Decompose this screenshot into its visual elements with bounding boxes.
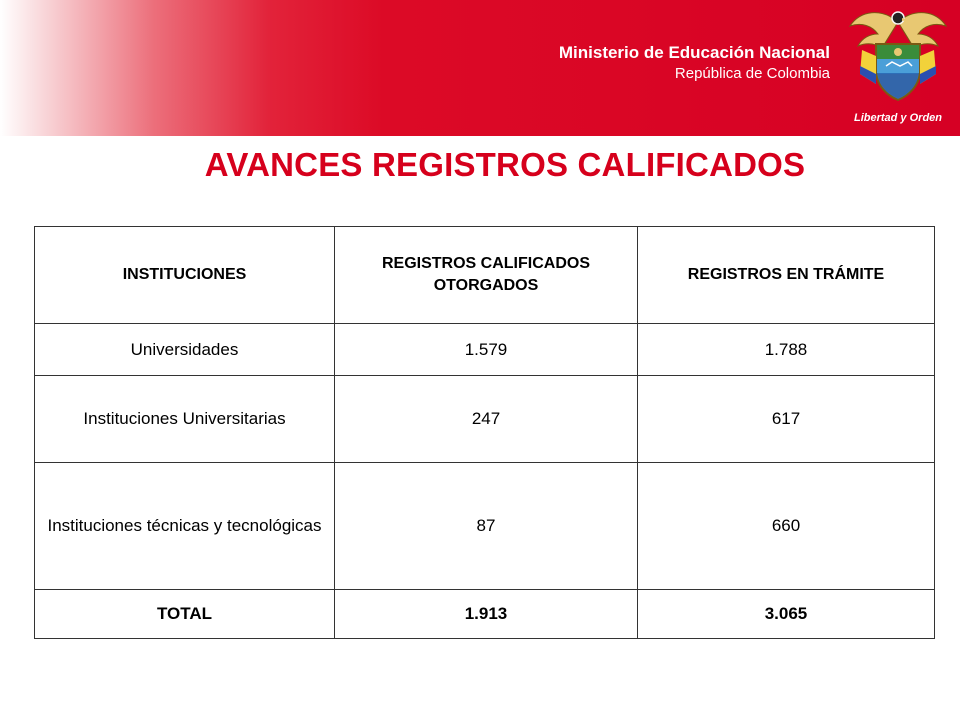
table-row: [35, 376, 935, 463]
country-name: República de Colombia: [674, 65, 830, 82]
column-header-otorgados: REGISTROS CALIFICADOS OTORGADOS: [335, 227, 638, 324]
coat-of-arms-icon: [842, 4, 954, 104]
table-total-row: [35, 590, 935, 639]
column-header-instituciones: INSTITUCIONES: [35, 227, 335, 324]
column-header-tramite: REGISTROS EN TRÁMITE: [638, 227, 935, 324]
page-title: AVANCES REGISTROS CALIFICADOS: [204, 146, 806, 183]
total-tramite: 3.065: [638, 590, 935, 639]
coat-of-arms-seal: [842, 4, 954, 132]
table-row: [35, 324, 935, 376]
cell-tramite: 1.788: [638, 324, 935, 376]
ministry-name: Ministerio de Educación Nacional: [558, 43, 830, 62]
cell-otorgados: 87: [335, 463, 638, 590]
cell-tramite: 617: [638, 376, 935, 463]
cell-otorgados: 247: [335, 376, 638, 463]
cell-institucion: Instituciones Universitarias: [35, 376, 335, 463]
ministry-block: [559, 42, 830, 84]
cell-tramite: 660: [638, 463, 935, 590]
cell-otorgados: 1.579: [335, 324, 638, 376]
table-header-row: [35, 227, 935, 324]
seal-motto: Libertad y Orden: [853, 112, 943, 124]
cell-institucion: Universidades: [35, 324, 335, 376]
cell-institucion: Instituciones técnicas y tecnológicas: [35, 463, 335, 590]
registros-table: [34, 226, 935, 639]
total-otorgados: 1.913: [335, 590, 638, 639]
total-label: TOTAL: [35, 590, 335, 639]
table-row: [35, 463, 935, 590]
